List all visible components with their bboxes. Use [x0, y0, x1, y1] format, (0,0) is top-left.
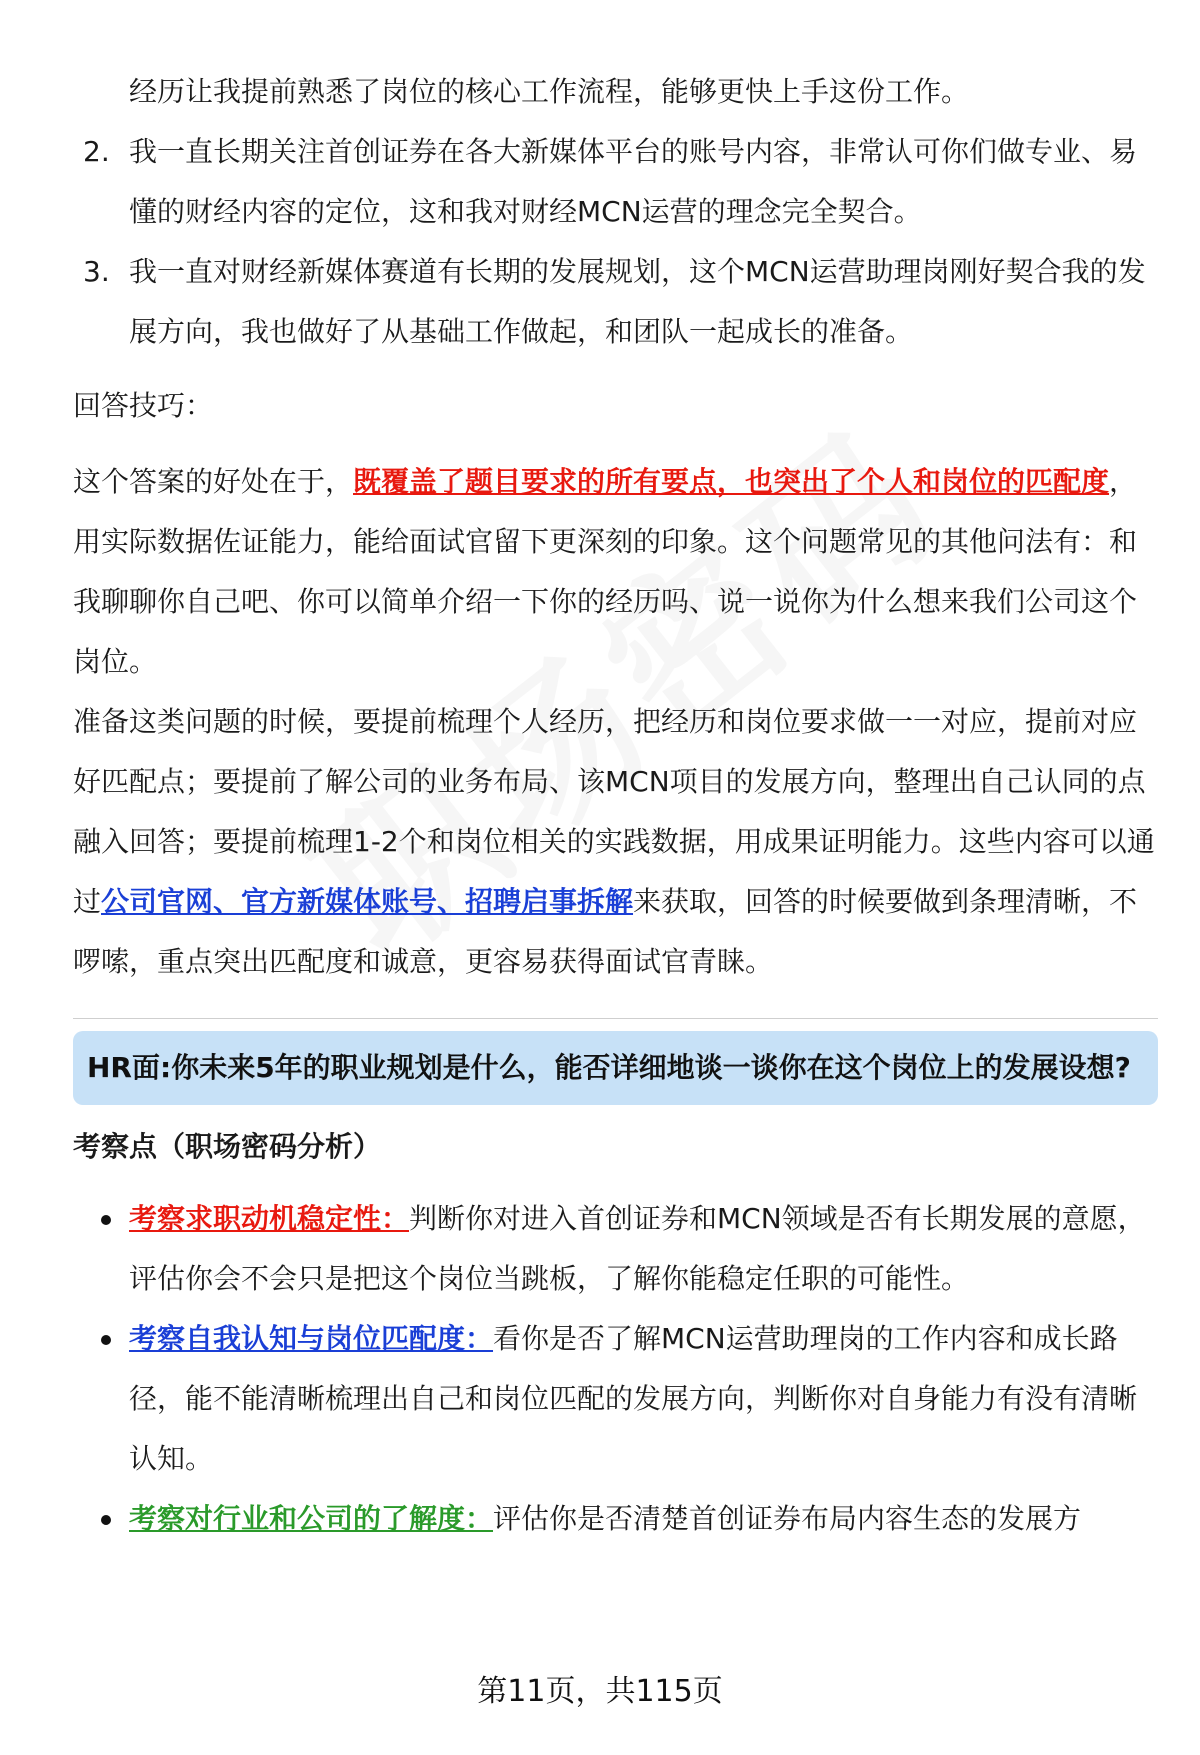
section-divider — [73, 1018, 1158, 1019]
continuation-text: 经历让我提前熟悉了岗位的核心工作流程，能够更快上手这份工作。 — [129, 75, 970, 108]
para2-post: 来获取，回答的时候要做到条理清晰，不啰嗦，重点突出匹配度和诚意，更容易获得面试官青睐。 — [73, 885, 1138, 978]
item-text: 我一直长期关注首创证券在各大新媒体平台的账号内容，非常认可你们做专业、易懂的财经内容的定位，这和我对财经MCN运营的理念完全契合。 — [129, 135, 1138, 228]
tips-paragraph-1 — [73, 452, 1158, 692]
bullet-text: 评估你是否清楚首创证券布局内容生态的发展方 — [493, 1502, 1082, 1535]
para1-highlight: 既覆盖了题目要求的所有要点，也突出了个人和岗位的匹配度 — [353, 465, 1110, 498]
item-number: 3. — [83, 255, 110, 288]
numbered-item-3 — [73, 242, 1158, 362]
bullet-dot — [101, 1335, 111, 1345]
bullet-item-2 — [73, 1309, 1158, 1489]
para1-pre: 这个答案的好处在于， — [73, 465, 354, 498]
bullet-text: 看你是否了解MCN运营助理岗的工作内容和成长路径，能不能清晰梳理出自己和岗位匹配的发展方向，判断你对自身能力有没有清晰认知。 — [129, 1322, 1138, 1475]
bullet-item-3 — [73, 1489, 1158, 1549]
bullet-label: 考察自我认知与岗位匹配度： — [129, 1322, 494, 1355]
page-footer: 第11页，共115页 — [477, 1674, 723, 1709]
question-box: HR面:你未来5年的职业规划是什么，能否详细地谈一谈你在这个岗位上的发展设想? — [73, 1031, 1158, 1105]
page-content — [73, 62, 1158, 1549]
bullet-label: 考察求职动机稳定性： — [129, 1202, 410, 1235]
item-number: 2. — [83, 135, 110, 168]
para1-post: ，用实际数据佐证能力，能给面试官留下更深刻的印象。这个问题常见的其他问法有：和我聊聊你自己吧、你可以简单介绍一下你的经历吗、说一说你为什么想来我们公司这个岗位。 — [73, 465, 1138, 678]
bullet-item-1 — [73, 1189, 1158, 1309]
para2-highlight: 公司官网、官方新媒体账号、招聘启事拆解 — [101, 885, 634, 918]
bullet-text: 判断你对进入首创证券和MCN领域是否有长期发展的意愿，评估你会不会只是把这个岗位当跳板，了解你能稳定任职的可能性。 — [129, 1202, 1146, 1295]
tips-paragraph-2 — [73, 692, 1158, 992]
item-text: 我一直对财经新媒体赛道有长期的发展规划，这个MCN运营助理岗刚好契合我的发展方向，我也做好了从基础工作做起，和团队一起成长的准备。 — [129, 255, 1146, 348]
para2-pre: 准备这类问题的时候，要提前梳理个人经历，把经历和岗位要求做一一对应，提前对应好匹配点；要提前了解公司的业务布局、该MCN项目的发展方向，整理出自己认同的点融入回答；要提前梳理1-2个和岗位相关的实践数据，用成果证明能力。这些内容可以通过 — [73, 705, 1155, 918]
tips-label: 回答技巧： — [73, 389, 214, 422]
bullet-label: 考察对行业和公司的了解度： — [129, 1502, 494, 1535]
numbered-item-2 — [73, 122, 1158, 242]
section-title: 考察点（职场密码分析） — [73, 1130, 382, 1163]
bullet-dot — [101, 1215, 111, 1225]
bullet-dot — [101, 1515, 111, 1525]
